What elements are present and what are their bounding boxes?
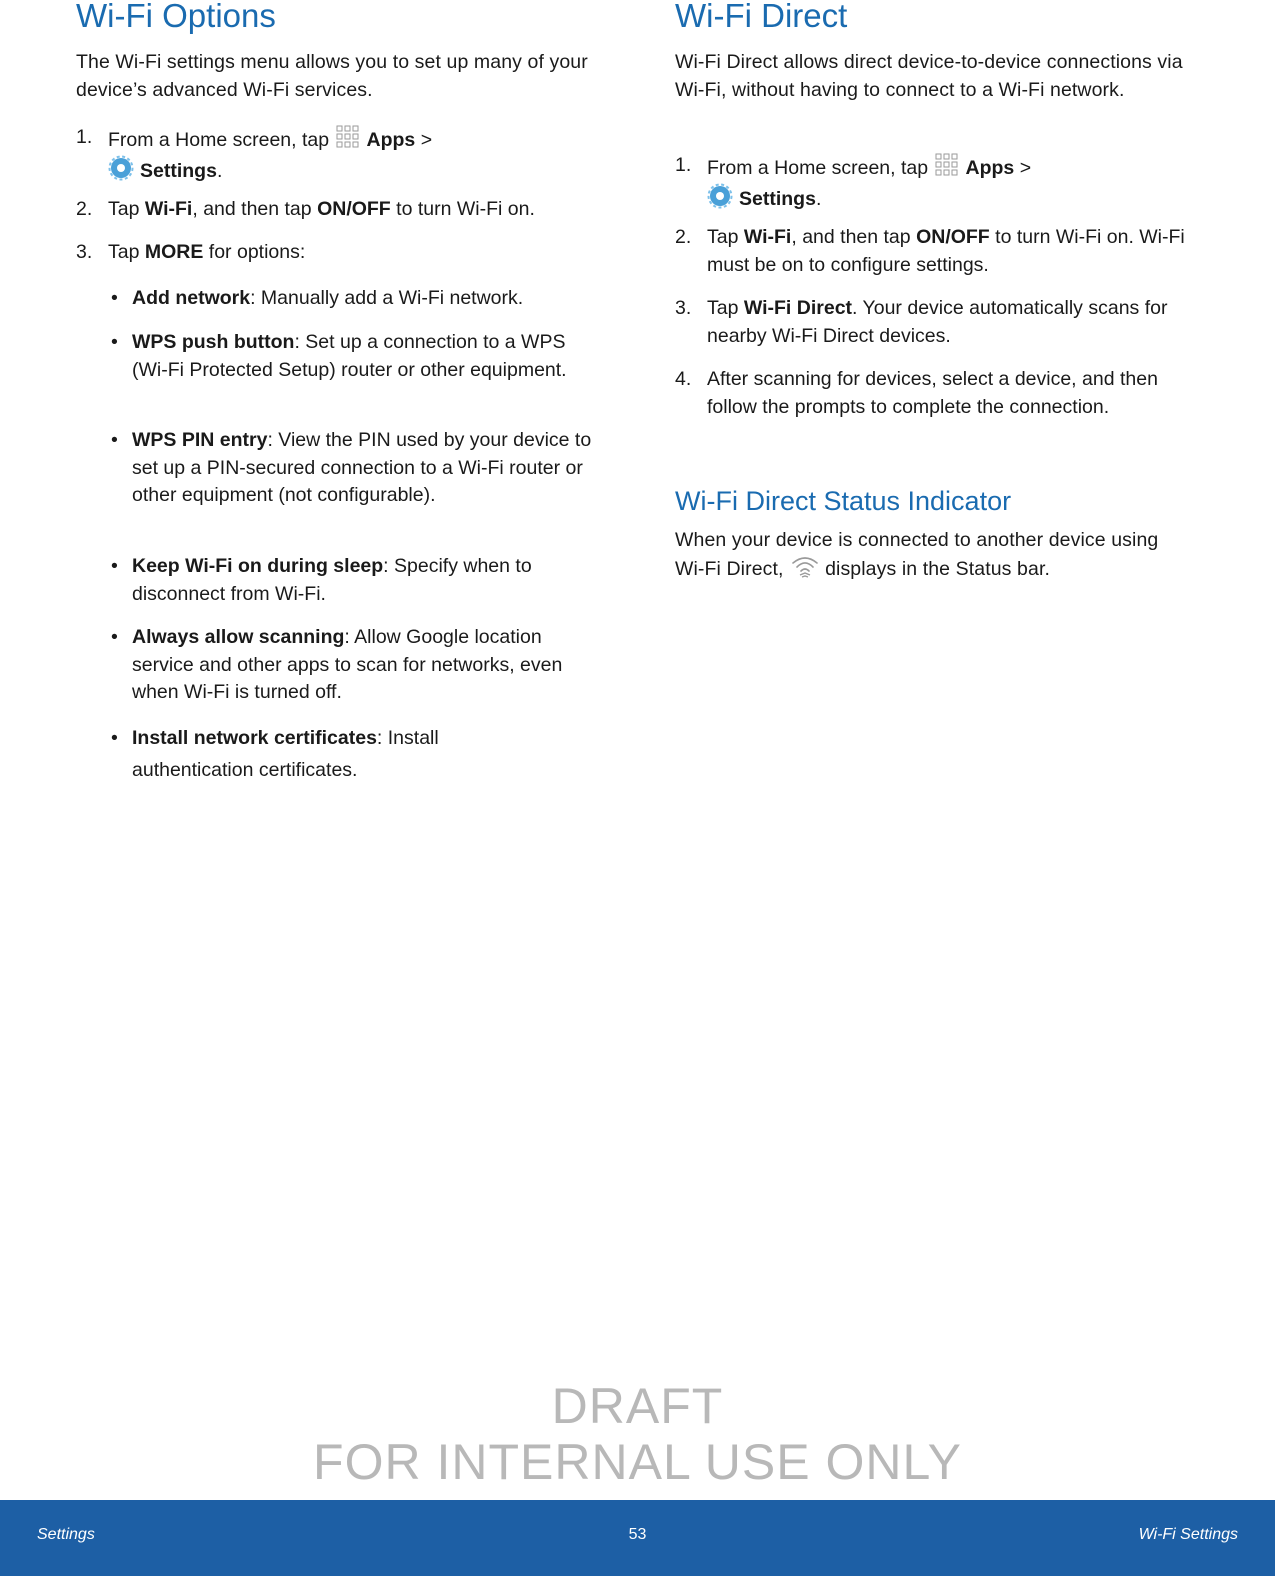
wifi-options-title: Wi-Fi Options (76, 0, 276, 34)
step-number: 3. (675, 297, 692, 319)
option-title: Keep Wi-Fi on during sleep (132, 555, 384, 577)
wifi-direct-label: Wi-Fi Direct (743, 297, 853, 319)
settings-label: Settings (739, 187, 816, 210)
step-text: After scanning for devices, select a device, and then follow the prompts to complete the connection. (707, 368, 1158, 418)
status-indicator-text (675, 527, 1175, 583)
watermark-internal: FOR INTERNAL USE ONLY (313, 1434, 962, 1490)
step-text: for options: (208, 241, 306, 263)
settings-gear-icon (707, 183, 733, 209)
step-number: 3. (76, 241, 93, 263)
on-off-label: ON/OFF (916, 226, 990, 248)
step-text: From a Home screen, tap (707, 157, 929, 179)
step-text: , and then tap (192, 198, 312, 220)
left-step-3 (76, 239, 608, 267)
on-off-label: ON/OFF (317, 198, 391, 220)
separator: > (1019, 157, 1032, 179)
step-number: 4. (675, 368, 692, 390)
status-text: displays in the Status bar. (825, 557, 1050, 580)
footer-chapter: Wi-Fi Settings (1138, 1526, 1238, 1543)
status-indicator-subtitle: Wi-Fi Direct Status Indicator (675, 486, 1012, 516)
punctuation: . (815, 187, 822, 210)
option-text: : Specify when to disconnect from Wi-Fi. (132, 555, 532, 605)
option-always-scan (76, 624, 606, 707)
wifi-label: Wi-Fi (743, 226, 792, 248)
option-title: Install network certificates (132, 727, 377, 749)
page-footer (0, 1500, 1275, 1576)
bullet: • (111, 727, 118, 749)
option-keep-wifi (76, 553, 606, 608)
step-text: Tap (108, 241, 140, 263)
option-text: : Allow Google location service and other apps to scan for networks, even when Wi-Fi is turned off. (132, 626, 563, 703)
wifi-direct-title: Wi-Fi Direct (675, 0, 848, 34)
step-text: to turn Wi-Fi on. (396, 198, 535, 220)
wifi-direct-icon (791, 555, 819, 579)
step-number: 2. (76, 198, 93, 220)
bullet: • (111, 331, 118, 353)
step-text: Tap (707, 226, 739, 248)
bullet: • (111, 555, 118, 577)
wifi-label: Wi-Fi (144, 198, 193, 220)
option-title: Add network (132, 287, 251, 309)
right-step-2 (675, 224, 1227, 279)
settings-gear-icon (108, 155, 134, 181)
apps-grid-icon (335, 124, 361, 150)
page-number: 53 (628, 1526, 647, 1543)
apps-label: Apps (366, 129, 416, 151)
step-text: to turn Wi-Fi on. Wi-Fi must be on to configure settings. (707, 226, 1185, 276)
status-text: When your device is connected to another device using Wi-Fi Direct, (675, 529, 1159, 580)
step-text: From a Home screen, tap (108, 129, 330, 151)
wifi-direct-intro: Wi-Fi Direct allows direct device-to-device connections via Wi-Fi, without having to connect to a Wi-Fi network. (675, 51, 1183, 101)
option-title: WPS push button (132, 331, 295, 353)
left-step-1 (76, 124, 608, 185)
right-step-4 (675, 366, 1187, 421)
option-title: WPS PIN entry (132, 429, 268, 451)
right-step-3 (675, 295, 1187, 350)
option-text: : Set up a connection to a WPS (Wi-Fi Protected Setup) router or other equipment. (132, 331, 567, 381)
option-wps-push (76, 329, 606, 384)
step-number: 1. (76, 126, 93, 148)
wifi-options-intro: The Wi-Fi settings menu allows you to set up many of your device’s advanced Wi-Fi services. (76, 51, 588, 101)
option-wps-pin (76, 427, 606, 510)
footer-section: Settings (37, 1526, 95, 1543)
option-text: : Install authentication certificates. (132, 727, 439, 781)
apps-grid-icon (934, 152, 960, 178)
settings-label: Settings (140, 159, 217, 182)
option-text: : Manually add a Wi-Fi network. (250, 287, 524, 309)
step-text: Tap (707, 297, 739, 319)
option-title: Always allow scanning (132, 626, 345, 648)
step-text: , and then tap (791, 226, 911, 248)
step-text: . Your device automatically scans for nearby Wi-Fi Direct devices. (707, 297, 1168, 347)
option-install-certs (76, 722, 532, 786)
step-text: Tap (108, 198, 140, 220)
left-step-2 (76, 196, 638, 224)
right-step-1 (675, 152, 1207, 213)
option-text: : View the PIN used by your device to set up a PIN-secured connection to a Wi-Fi router or other equipment (not configurable). (132, 429, 592, 506)
punctuation: . (216, 159, 223, 182)
separator: > (420, 129, 433, 151)
step-number: 1. (675, 154, 692, 176)
watermark-draft: DRAFT (551, 1378, 724, 1434)
option-add-network (76, 285, 606, 313)
bullet: • (111, 429, 118, 451)
bullet: • (111, 287, 118, 309)
apps-label: Apps (965, 157, 1015, 179)
step-number: 2. (675, 226, 692, 248)
more-label: MORE (144, 241, 204, 263)
bullet: • (111, 626, 118, 648)
